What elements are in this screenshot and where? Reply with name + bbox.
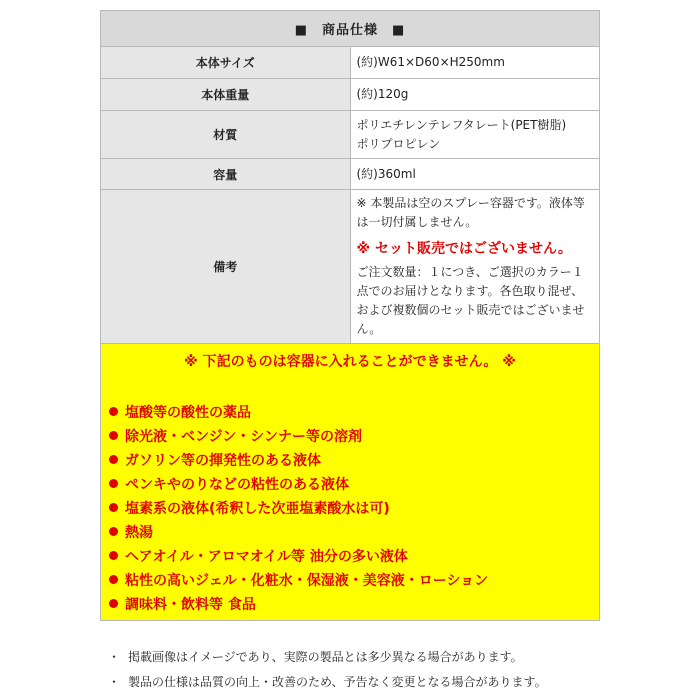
prohibited-item: [107, 401, 488, 425]
material-line-1: ポリエチレンテレフタレート(PET樹脂): [356, 117, 567, 132]
red-dot-icon: [109, 455, 118, 464]
disclaimer-note: [108, 673, 547, 698]
prohibited-contents-box: [100, 343, 600, 621]
remarks-note-empty-container: ※ 本製品は空のスプレー容器です。液体等は一切付属しません。: [356, 196, 585, 229]
remarks-label: 備考: [101, 190, 351, 344]
product-spec-table: [100, 10, 600, 344]
prohibited-item-text: 除光液・ベンジン・シンナー等の溶剤: [125, 429, 362, 445]
prohibited-list: [107, 401, 488, 617]
prohibited-item: [107, 521, 488, 545]
prohibited-item-text: ヘアオイル・アロマオイル等 油分の多い液体: [125, 549, 408, 565]
disclaimer-note-text: 製品の仕様は品質の向上・改善のため、予告なく変更となる場合があります。: [128, 675, 547, 689]
red-dot-icon: [109, 479, 118, 488]
size-label: 本体サイズ: [101, 47, 351, 79]
spec-title: ■ 商品仕様 ■: [101, 11, 600, 47]
material-label: 材質: [101, 111, 351, 159]
material-value: [350, 111, 600, 159]
red-dot-icon: [109, 503, 118, 512]
bullet-icon: ・: [108, 675, 121, 689]
prohibited-item: [107, 473, 488, 497]
material-line-2: ポリプロピレン: [356, 136, 441, 151]
size-value: (約)W61×D60×H250mm: [350, 47, 600, 79]
remarks-note-quantity: ご注文数量：１につき、ご選択のカラー１点でのお届けとなります。各色取り混ぜ、および複数個のセット販売ではございません。: [356, 265, 585, 336]
disclaimer-note: [108, 648, 547, 673]
remarks-value: [350, 190, 600, 344]
prohibited-header: ※ 下記のものは容器に入れることができません。 ※: [184, 354, 516, 370]
bullet-icon: ・: [108, 650, 121, 664]
weight-value: (約)120g: [350, 79, 600, 111]
prohibited-item-text: ガソリン等の揮発性のある液体: [125, 453, 321, 469]
prohibited-item-text: 塩酸等の酸性の薬品: [125, 405, 251, 421]
prohibited-item: [107, 425, 488, 449]
prohibited-item: [107, 569, 488, 593]
red-dot-icon: [109, 599, 118, 608]
red-dot-icon: [109, 431, 118, 440]
red-dot-icon: [109, 407, 118, 416]
prohibited-item-text: 熱湯: [125, 525, 153, 541]
capacity-value: (約)360ml: [350, 159, 600, 190]
red-dot-icon: [109, 527, 118, 536]
disclaimer-note-text: 掲載画像はイメージであり、実際の製品とは多少異なる場合があります。: [128, 650, 523, 664]
prohibited-item-text: 粘性の高いジェル・化粧水・保湿液・美容液・ローション: [125, 573, 489, 589]
weight-label: 本体重量: [101, 79, 351, 111]
prohibited-item-text: ペンキやのりなどの粘性のある液体: [125, 477, 349, 493]
prohibited-item-text: 塩素系の液体(希釈した次亜塩素酸水は可): [125, 501, 390, 517]
disclaimer-notes: [108, 648, 547, 698]
prohibited-item: [107, 545, 488, 569]
red-dot-icon: [109, 575, 118, 584]
prohibited-item-text: 調味料・飲料等 食品: [125, 597, 256, 613]
red-dot-icon: [109, 551, 118, 560]
prohibited-item: [107, 593, 488, 617]
prohibited-item: [107, 449, 488, 473]
capacity-label: 容量: [101, 159, 351, 190]
remarks-no-set-sale-warning: ※ セット販売ではございません。: [356, 241, 572, 257]
prohibited-item: [107, 497, 488, 521]
